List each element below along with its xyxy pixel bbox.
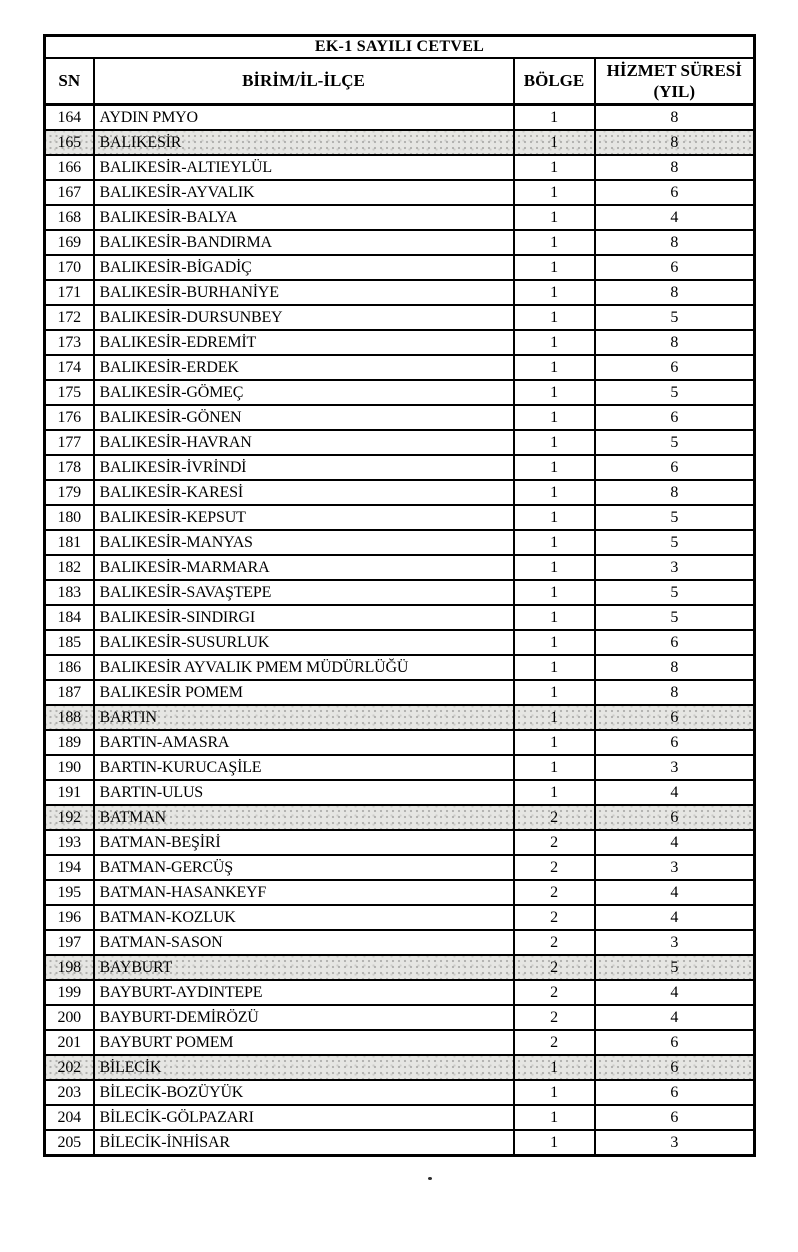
yil-cell: 5 [595, 955, 755, 980]
table-row [45, 280, 755, 305]
sn-cell: 200 [45, 1005, 94, 1030]
yil-cell: 5 [595, 430, 755, 455]
unit-cell: BATMAN [94, 805, 514, 830]
unit-cell: BALIKESİR-BANDIRMA [94, 230, 514, 255]
sn-cell: 190 [45, 755, 94, 780]
sn-cell: 179 [45, 480, 94, 505]
sn-cell: 201 [45, 1030, 94, 1055]
bolge-cell: 1 [514, 280, 595, 305]
sn-cell: 193 [45, 830, 94, 855]
unit-cell: BALIKESİR-GÖNEN [94, 405, 514, 430]
table-row [45, 980, 755, 1005]
unit-cell: BALIKESİR-GÖMEÇ [94, 380, 514, 405]
yil-cell: 6 [595, 455, 755, 480]
unit-cell: BALIKESİR-SINDIRGI [94, 605, 514, 630]
sn-cell: 189 [45, 730, 94, 755]
bolge-cell: 1 [514, 255, 595, 280]
sn-cell: 198 [45, 955, 94, 980]
yil-cell: 6 [595, 630, 755, 655]
bolge-cell: 1 [514, 530, 595, 555]
unit-cell: BARTIN [94, 705, 514, 730]
sn-cell: 164 [45, 105, 94, 131]
sn-cell: 170 [45, 255, 94, 280]
bolge-cell: 2 [514, 980, 595, 1005]
unit-cell: BATMAN-KOZLUK [94, 905, 514, 930]
unit-cell: BATMAN-BEŞİRİ [94, 830, 514, 855]
bolge-cell: 1 [514, 130, 595, 155]
unit-cell: BALIKESİR-ERDEK [94, 355, 514, 380]
col-header-bolge: BÖLGE [514, 58, 595, 105]
yil-cell: 6 [595, 1105, 755, 1130]
table-row [45, 605, 755, 630]
table-row [45, 780, 755, 805]
sn-cell: 181 [45, 530, 94, 555]
table-header [45, 36, 755, 105]
col-header-unit: BİRİM/İL-İLÇE [94, 58, 514, 105]
col-header-sn: SN [45, 58, 94, 105]
yil-cell: 8 [595, 130, 755, 155]
bolge-cell: 1 [514, 205, 595, 230]
table-row [45, 1105, 755, 1130]
bolge-cell: 1 [514, 680, 595, 705]
bolge-cell: 2 [514, 880, 595, 905]
sn-cell: 185 [45, 630, 94, 655]
unit-cell: BATMAN-HASANKEYF [94, 880, 514, 905]
bolge-cell: 1 [514, 705, 595, 730]
table-row [45, 155, 755, 180]
unit-cell: BALIKESİR-SAVAŞTEPE [94, 580, 514, 605]
table-row [45, 355, 755, 380]
bolge-cell: 1 [514, 1105, 595, 1130]
table-row [45, 705, 755, 730]
yil-cell: 3 [595, 1130, 755, 1156]
unit-cell: BİLECİK-BOZÜYÜK [94, 1080, 514, 1105]
sn-cell: 168 [45, 205, 94, 230]
table-row [45, 530, 755, 555]
table-row [45, 930, 755, 955]
yil-cell: 8 [595, 230, 755, 255]
sn-cell: 180 [45, 505, 94, 530]
unit-cell: BARTIN-KURUCAŞİLE [94, 755, 514, 780]
sn-cell: 182 [45, 555, 94, 580]
sn-cell: 169 [45, 230, 94, 255]
unit-cell: BALIKESİR-SUSURLUK [94, 630, 514, 655]
table-row [45, 1130, 755, 1156]
sn-cell: 183 [45, 580, 94, 605]
sn-cell: 199 [45, 980, 94, 1005]
bolge-cell: 1 [514, 105, 595, 131]
bolge-cell: 1 [514, 380, 595, 405]
table-row [45, 130, 755, 155]
unit-cell: BALIKESİR-MANYAS [94, 530, 514, 555]
yil-cell: 4 [595, 780, 755, 805]
sn-cell: 173 [45, 330, 94, 355]
sn-cell: 203 [45, 1080, 94, 1105]
table-row [45, 730, 755, 755]
sn-cell: 197 [45, 930, 94, 955]
table-title: EK-1 SAYILI CETVEL [45, 36, 755, 59]
bolge-cell: 2 [514, 1030, 595, 1055]
table-row [45, 205, 755, 230]
unit-cell: BALIKESİR-AYVALIK [94, 180, 514, 205]
scan-dot-artifact [428, 1177, 432, 1180]
table-row [45, 430, 755, 455]
table-row [45, 405, 755, 430]
table-row [45, 1005, 755, 1030]
yil-cell: 4 [595, 980, 755, 1005]
table-row [45, 830, 755, 855]
unit-cell: BARTIN-AMASRA [94, 730, 514, 755]
table-row [45, 380, 755, 405]
yil-cell: 4 [595, 905, 755, 930]
unit-cell: BALIKESİR-KARESİ [94, 480, 514, 505]
yil-cell: 8 [595, 330, 755, 355]
col-header-hizmet-suresi-line2: (YIL) [653, 82, 696, 101]
bolge-cell: 1 [514, 230, 595, 255]
unit-cell: BALIKESİR-İVRİNDİ [94, 455, 514, 480]
unit-cell: BARTIN-ULUS [94, 780, 514, 805]
bolge-cell: 1 [514, 755, 595, 780]
yil-cell: 3 [595, 755, 755, 780]
table-row [45, 680, 755, 705]
yil-cell: 8 [595, 655, 755, 680]
yil-cell: 3 [595, 930, 755, 955]
yil-cell: 3 [595, 855, 755, 880]
table-row [45, 630, 755, 655]
table-row [45, 305, 755, 330]
unit-cell: BALIKESİR [94, 130, 514, 155]
bolge-cell: 1 [514, 1080, 595, 1105]
yil-cell: 6 [595, 405, 755, 430]
table-row [45, 105, 755, 131]
yil-cell: 5 [595, 580, 755, 605]
title-row [45, 36, 755, 59]
yil-cell: 3 [595, 555, 755, 580]
table-row [45, 905, 755, 930]
sn-cell: 191 [45, 780, 94, 805]
sn-cell: 184 [45, 605, 94, 630]
sn-cell: 178 [45, 455, 94, 480]
bolge-cell: 1 [514, 655, 595, 680]
yil-cell: 4 [595, 205, 755, 230]
bolge-cell: 1 [514, 780, 595, 805]
unit-cell: BALIKESİR-ALTIEYLÜL [94, 155, 514, 180]
table-row [45, 1080, 755, 1105]
yil-cell: 5 [595, 605, 755, 630]
bolge-cell: 1 [514, 305, 595, 330]
table-row [45, 955, 755, 980]
sn-cell: 172 [45, 305, 94, 330]
unit-cell: BİLECİK [94, 1055, 514, 1080]
bolge-cell: 2 [514, 955, 595, 980]
bolge-cell: 1 [514, 480, 595, 505]
bolge-cell: 2 [514, 805, 595, 830]
bolge-cell: 1 [514, 730, 595, 755]
bolge-cell: 1 [514, 330, 595, 355]
yil-cell: 4 [595, 880, 755, 905]
yil-cell: 5 [595, 380, 755, 405]
unit-cell: BATMAN-GERCÜŞ [94, 855, 514, 880]
yil-cell: 6 [595, 1055, 755, 1080]
bolge-cell: 2 [514, 905, 595, 930]
table-body [45, 105, 755, 1156]
sn-cell: 165 [45, 130, 94, 155]
bolge-cell: 1 [514, 355, 595, 380]
bolge-cell: 1 [514, 1055, 595, 1080]
yil-cell: 8 [595, 280, 755, 305]
table-row [45, 255, 755, 280]
table-row [45, 880, 755, 905]
sn-cell: 196 [45, 905, 94, 930]
unit-cell: BALIKESİR AYVALIK PMEM MÜDÜRLÜĞÜ [94, 655, 514, 680]
unit-cell: BALIKESİR-DURSUNBEY [94, 305, 514, 330]
unit-cell: BİLECİK-İNHİSAR [94, 1130, 514, 1156]
column-header-row [45, 58, 755, 105]
col-header-hizmet-suresi-line1: HİZMET SÜRESİ [606, 61, 742, 80]
sn-cell: 194 [45, 855, 94, 880]
bolge-cell: 2 [514, 855, 595, 880]
bolge-cell: 2 [514, 930, 595, 955]
table-row [45, 505, 755, 530]
yil-cell: 6 [595, 355, 755, 380]
sn-cell: 166 [45, 155, 94, 180]
unit-cell: BALIKESİR-BALYA [94, 205, 514, 230]
bolge-cell: 1 [514, 180, 595, 205]
bolge-cell: 1 [514, 605, 595, 630]
yil-cell: 4 [595, 830, 755, 855]
unit-cell: BİLECİK-GÖLPAZARI [94, 1105, 514, 1130]
table-row [45, 180, 755, 205]
unit-cell: BAYBURT [94, 955, 514, 980]
table-row [45, 480, 755, 505]
unit-cell: BALIKESİR-KEPSUT [94, 505, 514, 530]
sn-cell: 195 [45, 880, 94, 905]
yil-cell: 6 [595, 705, 755, 730]
bolge-cell: 1 [514, 455, 595, 480]
table-row [45, 1030, 755, 1055]
bolge-cell: 2 [514, 830, 595, 855]
yil-cell: 6 [595, 730, 755, 755]
unit-cell: AYDIN PMYO [94, 105, 514, 131]
yil-cell: 8 [595, 480, 755, 505]
unit-cell: BATMAN-SASON [94, 930, 514, 955]
unit-cell: BALIKESİR POMEM [94, 680, 514, 705]
sn-cell: 188 [45, 705, 94, 730]
yil-cell: 4 [595, 1005, 755, 1030]
unit-cell: BAYBURT-DEMİRÖZÜ [94, 1005, 514, 1030]
unit-cell: BALIKESİR-HAVRAN [94, 430, 514, 455]
sn-cell: 176 [45, 405, 94, 430]
bolge-cell: 1 [514, 505, 595, 530]
table-row [45, 455, 755, 480]
yil-cell: 5 [595, 505, 755, 530]
yil-cell: 8 [595, 155, 755, 180]
yil-cell: 5 [595, 530, 755, 555]
table-row [45, 330, 755, 355]
sn-cell: 187 [45, 680, 94, 705]
sn-cell: 171 [45, 280, 94, 305]
bolge-cell: 1 [514, 155, 595, 180]
sn-cell: 175 [45, 380, 94, 405]
sn-cell: 174 [45, 355, 94, 380]
table-row [45, 580, 755, 605]
bolge-cell: 1 [514, 630, 595, 655]
col-header-hizmet-suresi [595, 58, 755, 105]
table-row [45, 855, 755, 880]
bolge-cell: 1 [514, 580, 595, 605]
table-row [45, 1055, 755, 1080]
table-row [45, 755, 755, 780]
table-row [45, 230, 755, 255]
ek1-table [43, 34, 756, 1157]
unit-cell: BAYBURT-AYDINTEPE [94, 980, 514, 1005]
sn-cell: 204 [45, 1105, 94, 1130]
yil-cell: 8 [595, 105, 755, 131]
table-row [45, 555, 755, 580]
yil-cell: 6 [595, 1080, 755, 1105]
bolge-cell: 1 [514, 1130, 595, 1156]
sn-cell: 167 [45, 180, 94, 205]
yil-cell: 5 [595, 305, 755, 330]
bolge-cell: 1 [514, 430, 595, 455]
table-row [45, 805, 755, 830]
table-row [45, 655, 755, 680]
yil-cell: 8 [595, 680, 755, 705]
unit-cell: BAYBURT POMEM [94, 1030, 514, 1055]
sn-cell: 186 [45, 655, 94, 680]
unit-cell: BALIKESİR-BURHANİYE [94, 280, 514, 305]
bolge-cell: 1 [514, 405, 595, 430]
sn-cell: 192 [45, 805, 94, 830]
unit-cell: BALIKESİR-BİGADİÇ [94, 255, 514, 280]
yil-cell: 6 [595, 805, 755, 830]
yil-cell: 6 [595, 1030, 755, 1055]
yil-cell: 6 [595, 180, 755, 205]
unit-cell: BALIKESİR-EDREMİT [94, 330, 514, 355]
sn-cell: 202 [45, 1055, 94, 1080]
sn-cell: 205 [45, 1130, 94, 1156]
unit-cell: BALIKESİR-MARMARA [94, 555, 514, 580]
bolge-cell: 2 [514, 1005, 595, 1030]
yil-cell: 6 [595, 255, 755, 280]
sn-cell: 177 [45, 430, 94, 455]
bolge-cell: 1 [514, 555, 595, 580]
